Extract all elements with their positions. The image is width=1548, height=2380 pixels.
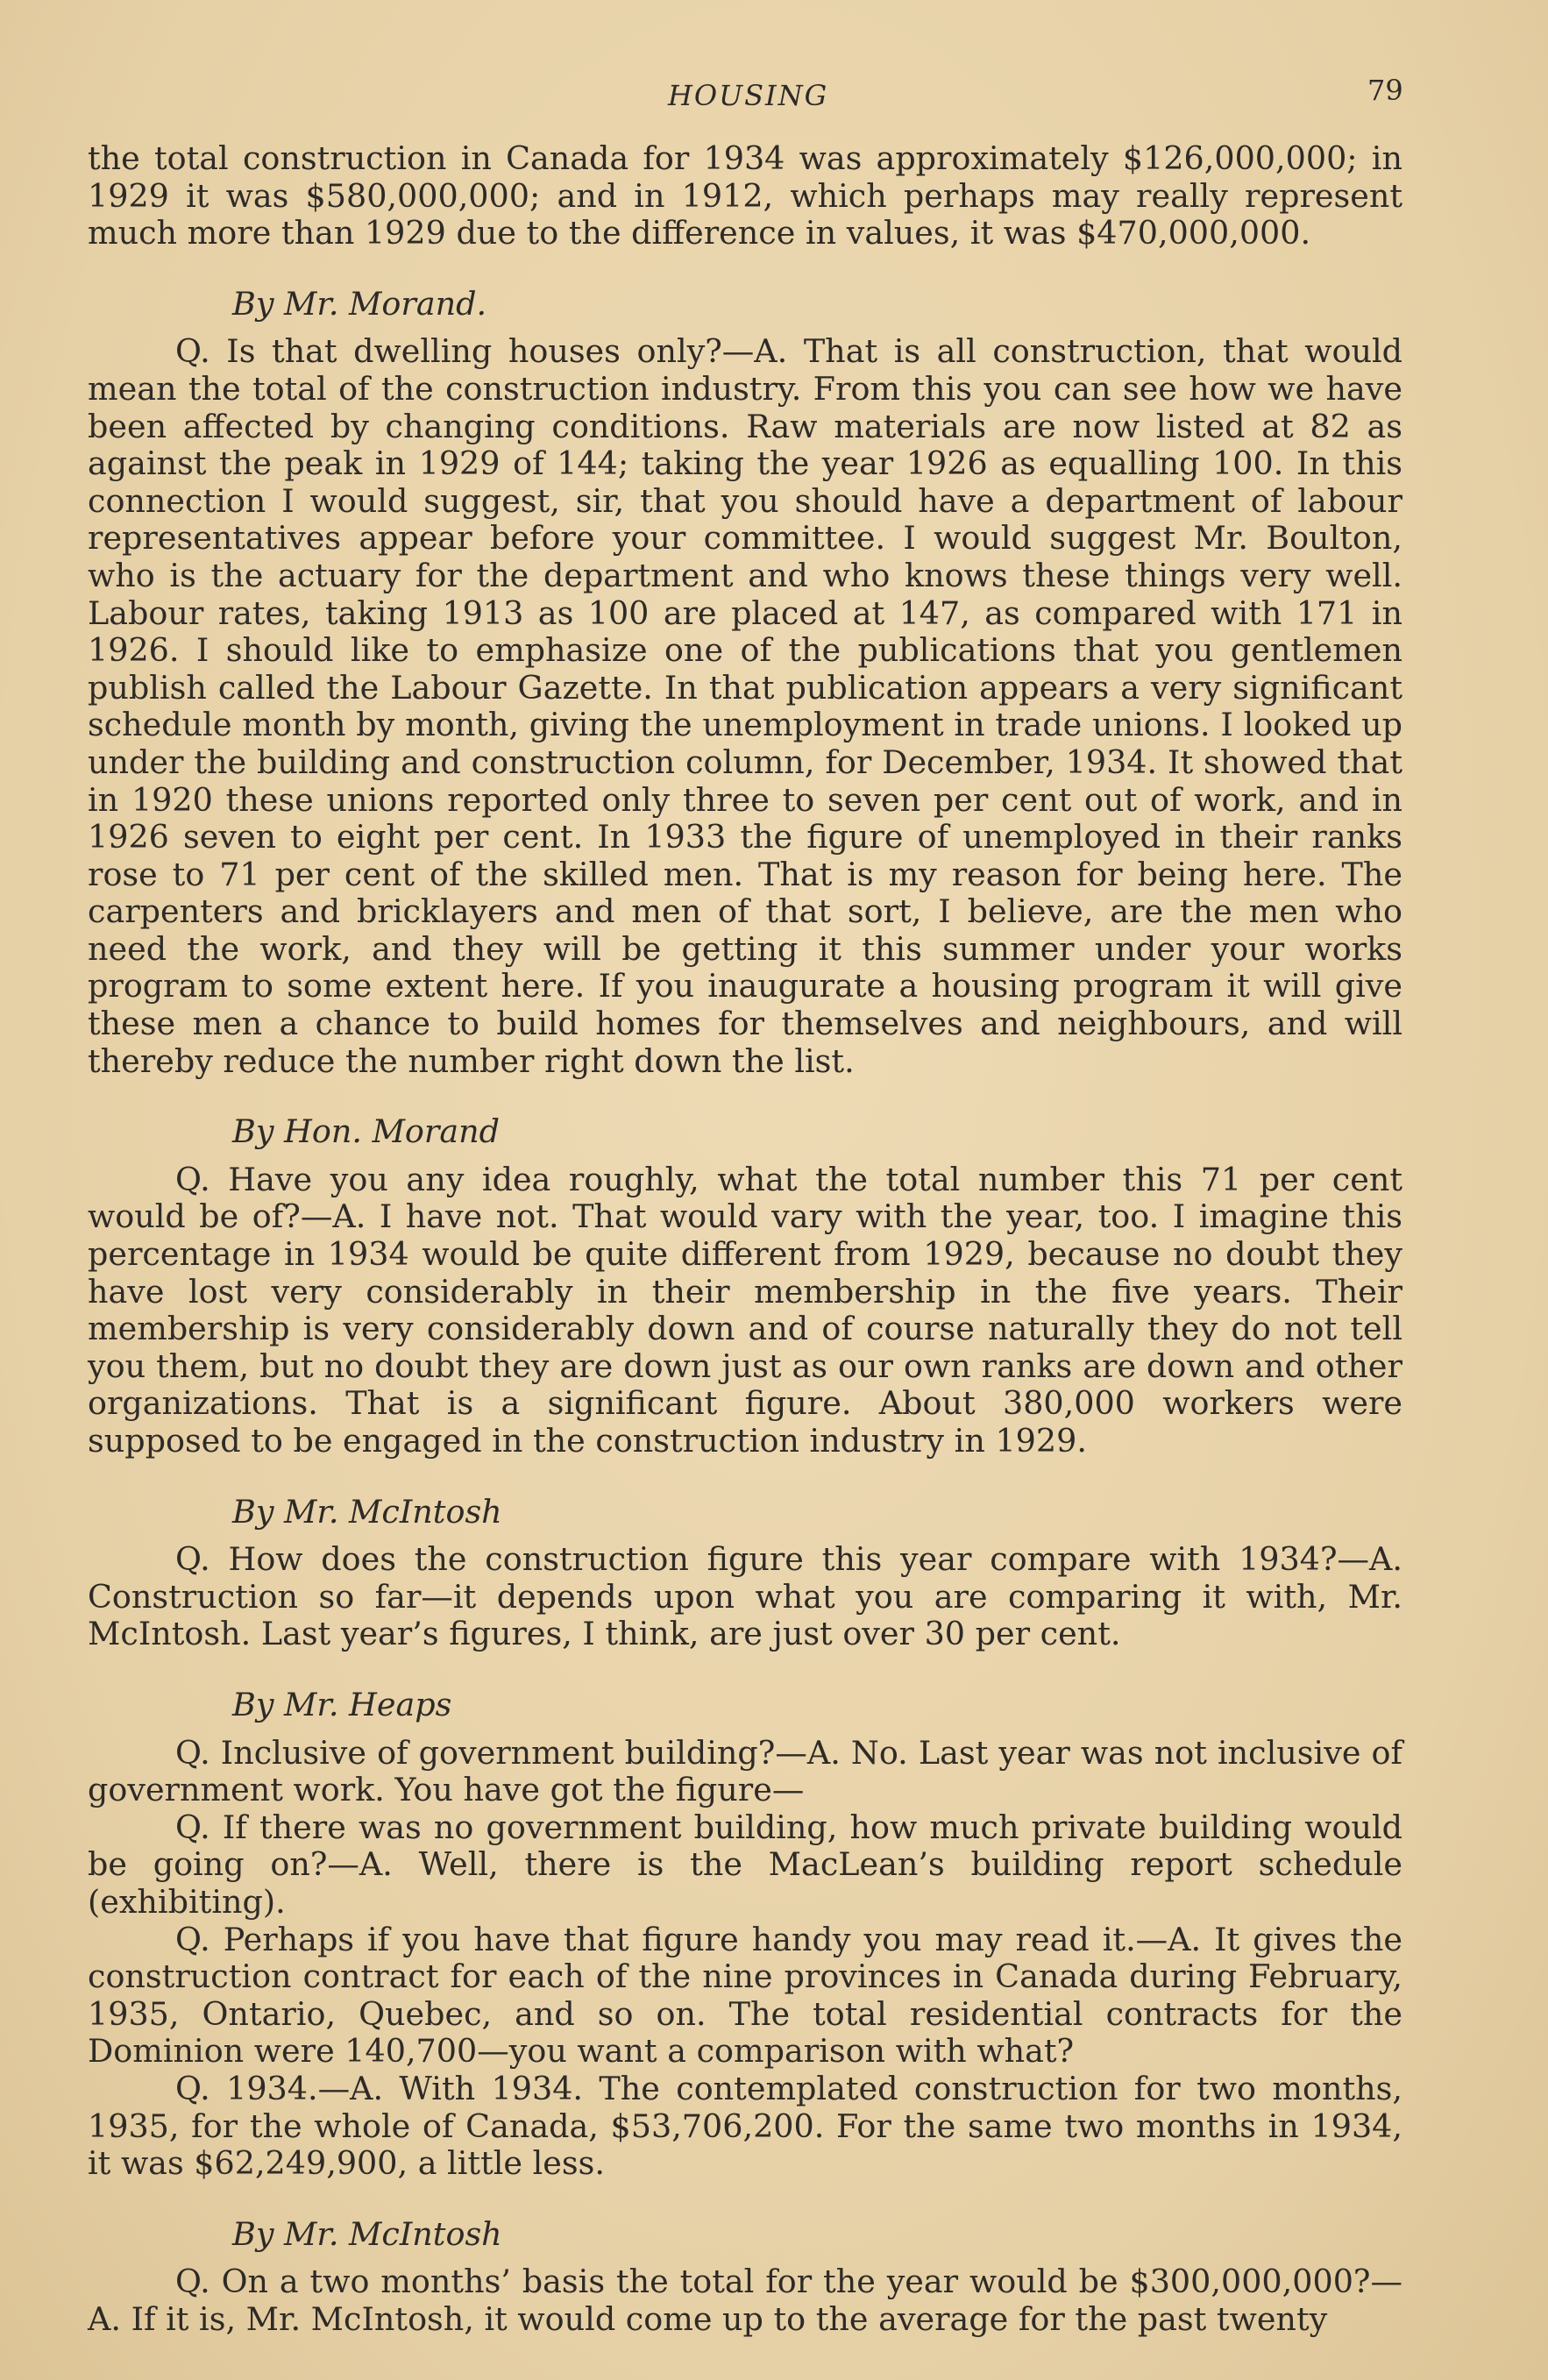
testimony-paragraph: Q. Inclusive of government building?—A. No. Last year was not inclusive of government work. You have got the figure— bbox=[88, 1733, 1402, 1809]
speaker-heading: By Mr. Heaps bbox=[232, 1685, 452, 1723]
speaker-heading: By Mr. Morand. bbox=[232, 284, 487, 323]
speaker-heading: By Hon. Morand bbox=[232, 1112, 500, 1151]
testimony-paragraph: Q. 1934.—A. With 1934. The contemplated construction for two months, 1935, for the whole of Canada, $53,706,200. For the same two months in 1934, it was $62,249,900, a little less. bbox=[88, 2069, 1402, 2183]
speaker-heading: By Mr. McIntosh bbox=[232, 2214, 502, 2253]
paragraph: the total construction in Canada for 1934 was approximately $126,000,000; in 1929 it was $580,000,000; and in 1912, which perhaps may really represent much more than 1929 due to the difference in values, it was $470,000,000. bbox=[88, 139, 1402, 252]
testimony-paragraph: Q. If there was no government building, how much private building would be going on?—A. Well, there is the MacLean’s building report schedule (exhibiting). bbox=[88, 1808, 1402, 1921]
testimony-paragraph: Q. On a two months’ basis the total for the year would be $300,000,000?—A. If it is, Mr. McIntosh, it would come up to the average for the past twenty bbox=[88, 2263, 1402, 2338]
speaker-heading: By Mr. McIntosh bbox=[232, 1492, 502, 1531]
page-header bbox=[0, 74, 1548, 126]
testimony-paragraph: Q. Is that dwelling houses only?—A. That is all construction, that would mean the total of the construction industry. From this you can see how we have been affected by changing conditions. Raw materials are now listed at 82 as against the peak in 1929 of 144; taking the year 1926 as equalling 100. In this connection I would suggest, sir, that you should have a department of labour representatives appear before your committee. I would suggest Mr. Boulton, who is the actuary for the department and who knows these things very well. Labour rates, taking 1913 as 100 are placed at 147, as compared with 171 in 1926. I should like to emphasize one of the publications that you gentlemen publish called the Labour Gazette. In that publication appears a very significant schedule month by month, giving the unemployment in trade unions. I looked up under the building and construction column, for December, 1934. It showed that in 1920 these unions reported only three to seven per cent out of work, and in 1926 seven to eight per cent. In 1933 the figure of unemployed in their ranks rose to 71 per cent of the skilled men. That is my reason for being here. The carpenters and bricklayers and men of that sort, I believe, are the men who need the work, and they will be getting it this summer under your works program to some extent here. If you inaugurate a housing program it will give these men a chance to build homes for themselves and neighbours, and will thereby reduce the number right down the list. bbox=[88, 332, 1402, 1080]
document-body bbox=[88, 140, 1402, 2338]
running-head: HOUSING bbox=[668, 79, 829, 112]
testimony-paragraph: Q. Perhaps if you have that figure handy you may read it.—A. It gives the construction contract for each of the nine provinces in Canada during February, 1935, Ontario, Quebec, and so on. The total residential contracts for the Dominion were 140,700—you want a comparison with what? bbox=[88, 1920, 1402, 2071]
page-number: 79 bbox=[1367, 74, 1403, 107]
testimony-paragraph: Q. Have you any idea roughly, what the total number this 71 per cent would be of?—A. I have not. That would vary with the year, too. I imagine this percentage in 1934 would be quite different from 1929, because no doubt they have lost very considerably in their membership in the five years. Their membership is very considerably down and of course naturally they do not tell you them, but no doubt they are down just as our own ranks are down and other organizations. That is a significant figure. About 380,000 workers were supposed to be engaged in the construction industry in 1929. bbox=[88, 1160, 1402, 1460]
testimony-paragraph: Q. How does the construction figure this year compare with 1934?—A. Construction so far—it depends upon what you are comparing it with, Mr. McIntosh. Last year’s figures, I think, are just over 30 per cent. bbox=[88, 1540, 1402, 1653]
